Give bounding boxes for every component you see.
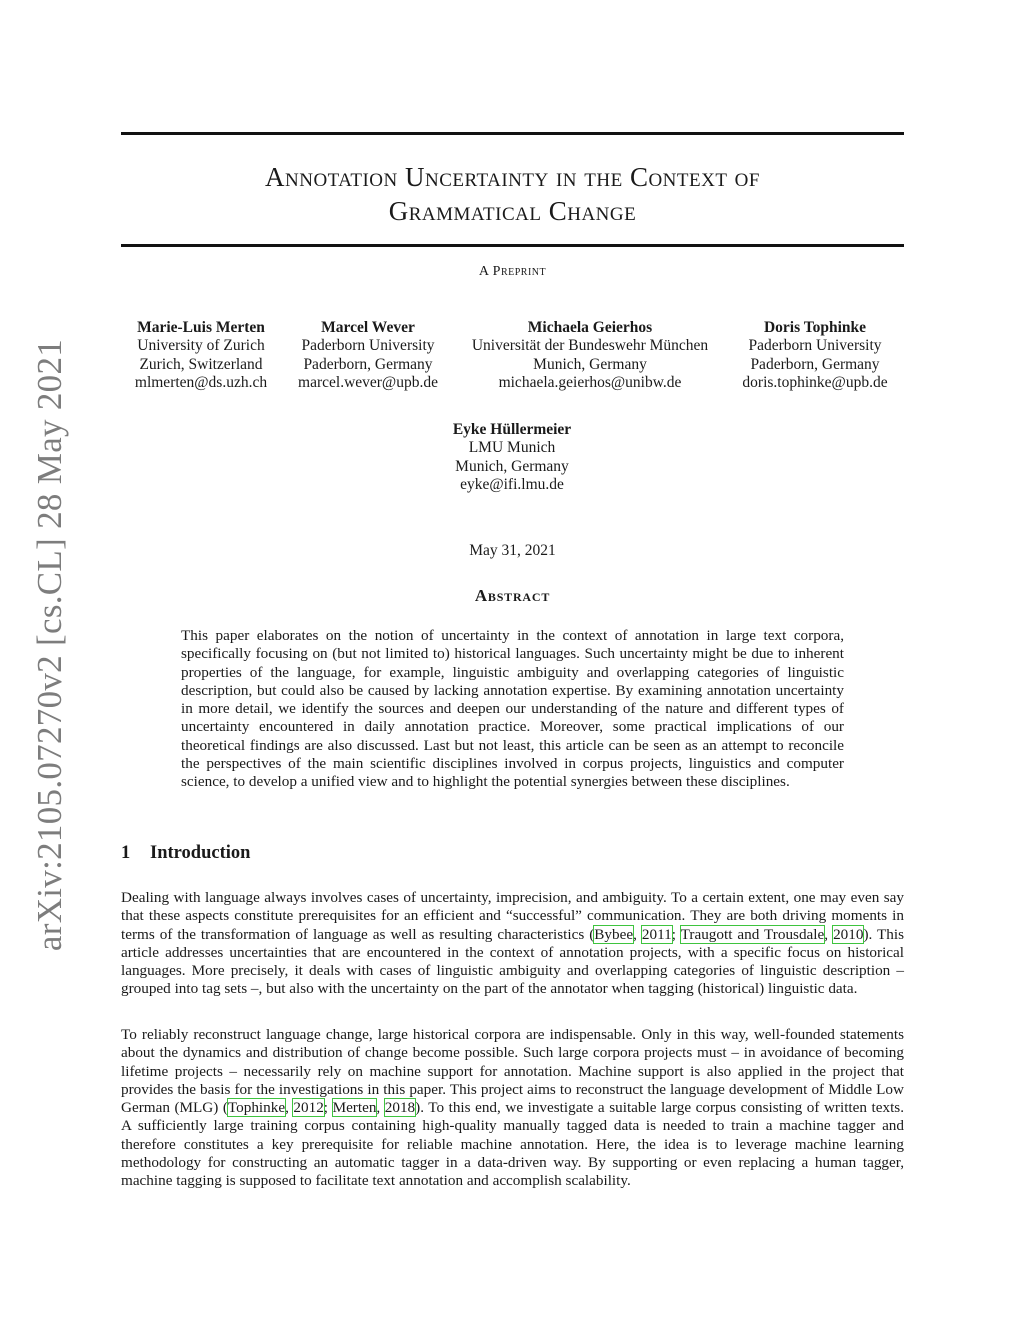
preprint-label: A Preprint [478, 264, 547, 279]
citation-link[interactable]: Merten [332, 1099, 377, 1117]
author-email: michaela.geierhos@unibw.de [498, 373, 682, 391]
arxiv-identifier: arXiv:2105.07270v2 [cs.CL] 28 May 2021 [30, 338, 69, 952]
citation-link[interactable]: 2010 [833, 925, 864, 943]
author-affiliation: Paderborn University [301, 337, 435, 355]
title-rule-bottom [121, 244, 904, 247]
author-affiliation: LMU Munich [468, 439, 556, 457]
author-email: mlmerten@ds.uzh.ch [134, 373, 268, 391]
author-name: Eyke Hüllermeier [452, 421, 572, 438]
author-block [135, 319, 267, 392]
author-affiliation: University of Zurich [137, 337, 265, 355]
author-location: Paderborn, Germany [750, 355, 880, 373]
paper-title-line-2: Grammatical Change [388, 196, 637, 226]
paper-title-line-1: Annotation Uncertainty in the Context of [265, 162, 760, 192]
author-block [298, 319, 438, 392]
citation-link[interactable]: 2011 [641, 925, 672, 943]
author-block [472, 319, 708, 392]
author-block [453, 421, 571, 494]
section-title: Introduction [150, 843, 251, 863]
paragraph-text: To reliably reconstruct language change, large historical corpora are indispensable. Only in this way, well-founded statements about the dynamics and distribution of change become possible. Such large corpora projects must – in avoidance of becoming lifetime projects – necessarily rely on machine support for annotation. Machine support is also applied in the project that provides the basis for the investigations in this paper. This project aims to reconstruct the language development of Middle Low German (MLG) ( [121, 1026, 904, 1117]
author-name: Marcel Wever [321, 319, 415, 336]
author-location: Munich, Germany [455, 457, 569, 475]
author-name: Marie-Luis Merten [137, 319, 265, 336]
abstract-text: This paper elaborates on the notion of uncertainty in the context of annotation in large text corpora, specifically focusing on (but not limited to) historical languages. Such uncertainty might be due to inherent properties of the language, for example, linguistic ambiguity and overlapping categories of linguistic description, but could also be caused by lacking annotation expertise. By examining annotation uncertainty in more detail, we identify the sources and deepen our understanding of the nature and different types of uncertainty encountered in daily annotation practice. Moreover, some practical implications of our theoretical findings are also discussed. Last but not least, this article can be seen as an attempt to reconcile the perspectives of the main scientific disciplines involved in corpus projects, linguistics and computer science, to develop a unified view and to highlight the potential synergies between these disciplines. [181, 627, 844, 791]
paragraph-text: Dealing with language always involves cases of uncertainty, imprecision, and ambiguity. To a certain extent, one may even say that these aspects constitute prerequisites for an efficient and “successful” communication. They are both driving moments in terms of the transformation of language as well as resulting characteristics ( [121, 889, 904, 943]
paragraph-text: ). This article addresses uncertainties that are encountered in the context of annotation projects, with a specific focus on historical languages. More precisely, it deals with cases of linguistic ambiguity and overlapping categories of linguistic description – grouped into tag sets –, but also with the uncertainty on the part of the annotator when tagging (historical) linguistic data. [121, 925, 905, 998]
citation-link[interactable]: 2012 [293, 1099, 324, 1117]
citation-link[interactable]: Traugott and Trousdale [680, 925, 825, 943]
author-email: eyke@ifi.lmu.de [460, 475, 564, 493]
section-heading [121, 843, 250, 864]
author-location: Zurich, Switzerland [139, 355, 263, 373]
author-name: Michaela Geierhos [527, 319, 653, 336]
author-location: Munich, Germany [533, 355, 647, 373]
author-name: Doris Tophinke [763, 319, 867, 336]
paragraph-text: ). To this end, we investigate a suitable large corpus consisting of written texts. A sufficiently large training corpus containing high-quality manually tagged data is needed to train a machine tagger and therefore constitutes a key prerequisite for reliable machine annotation. Here, the idea is to leverage machine learning methodology for constructing an automatic tagger in a data-driven way. By supporting or even replacing a human tagger, machine tagging is supposed to facilitate text annotation and accomplish scalability. [121, 1099, 905, 1190]
citation-link[interactable]: Tophinke [227, 1099, 286, 1117]
author-block [742, 319, 887, 392]
abstract-heading: Abstract [474, 586, 551, 605]
section-number: 1 [121, 843, 131, 863]
paper-title [121, 160, 904, 228]
author-location: Paderborn, Germany [303, 355, 433, 373]
publication-date: May 31, 2021 [469, 542, 556, 559]
title-rule-top [121, 132, 904, 135]
author-email: doris.tophinke@upb.de [742, 373, 888, 391]
author-affiliation: Paderborn University [748, 337, 882, 355]
author-email: marcel.wever@upb.de [298, 373, 438, 391]
citation-link[interactable]: 2018 [384, 1099, 416, 1117]
intro-paragraph-1: Dealing with language always involves cases of uncertainty, imprecision, and ambiguity. To a certain extent, one may even say that these aspects constitute prerequisites for an efficient and “successful” communication. They are both driving moments in terms of the transformation of language as well as resulting characteristics (Bybee, 2011; Traugott and Trousdale, 2010). This article addresses uncertainties that are encountered in the context of annotation projects, with a specific focus on historical languages. More precisely, it deals with cases of linguistic ambiguity and overlapping categories of linguistic description – grouped into tag sets –, but also with the uncertainty on the part of the annotator when tagging (historical) linguistic data. [121, 889, 905, 998]
author-affiliation: Universität der Bundeswehr München [471, 337, 709, 355]
citation-link[interactable]: Bybee [594, 925, 634, 943]
intro-paragraph-2: To reliably reconstruct language change, large historical corpora are indispensable. Only in this way, well-founded statements about the dynamics and distribution of change become possible. Such large corpora projects must – in avoidance of becoming lifetime projects – necessarily rely on machine support for annotation. Machine support is also applied in the project that provides the basis for the investigations in this paper. This project aims to reconstruct the language development of Middle Low German (MLG) (Tophinke, 2012; Merten, 2018). To this end, we investigate a suitable large corpus consisting of written texts. A sufficiently large training corpus containing high-quality manually tagged data is needed to train a machine tagger and therefore constitutes a key prerequisite for reliable machine annotation. Here, the idea is to leverage machine learning methodology for constructing an automatic tagger in a data-driven way. By supporting or even replacing a human tagger, machine tagging is supposed to facilitate text annotation and accomplish scalability. [121, 1026, 905, 1190]
